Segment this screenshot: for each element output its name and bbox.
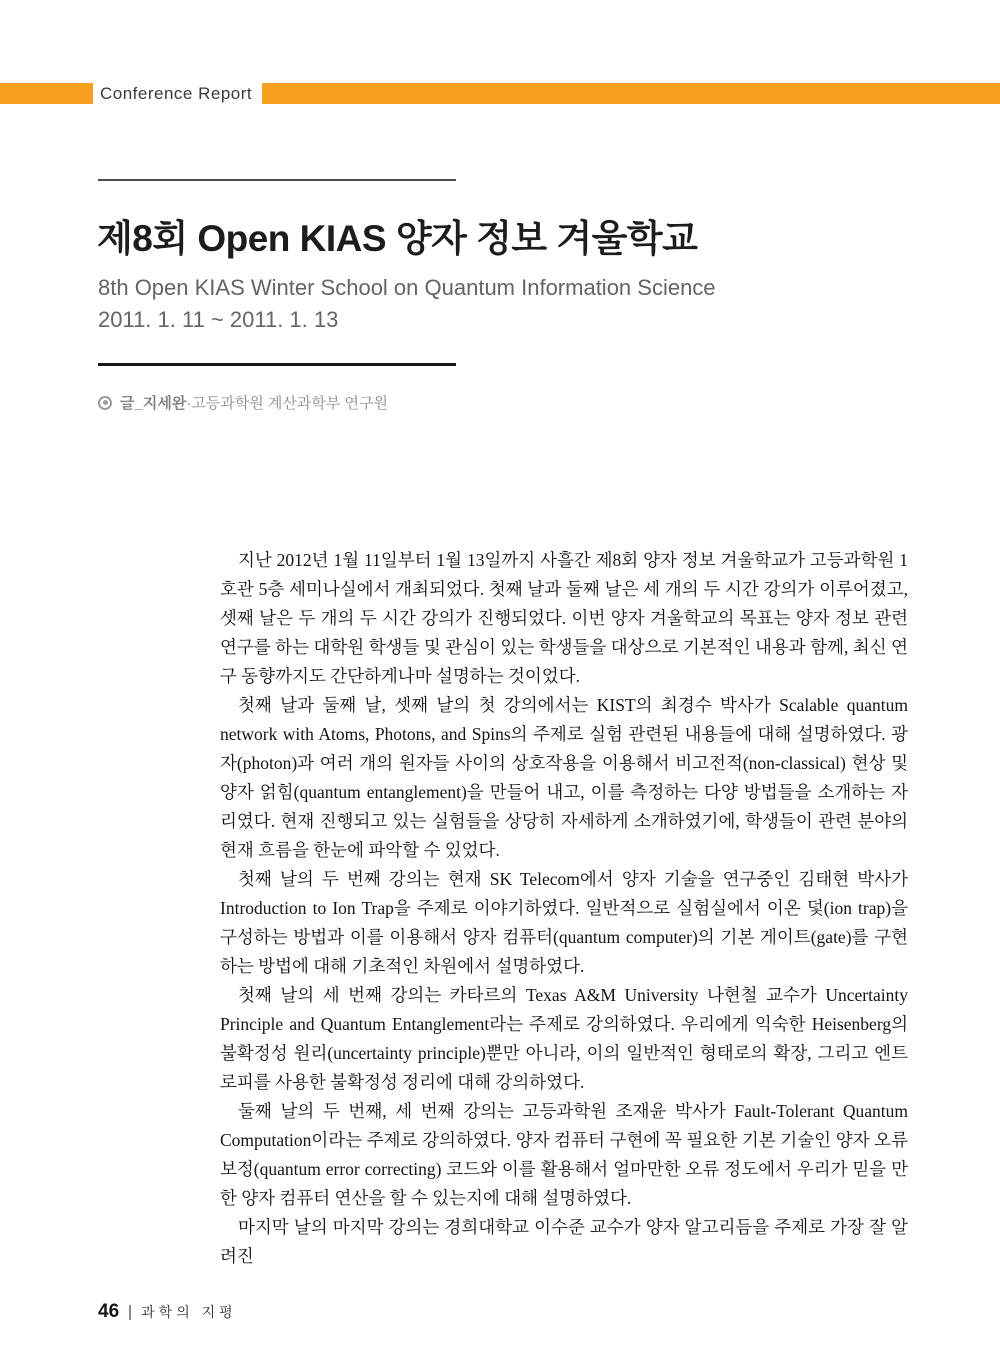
- byline-text: [120, 392, 388, 413]
- byline-author: 글_지세완: [120, 395, 187, 412]
- section-label: Conference Report: [100, 84, 253, 103]
- body-paragraph: 마지막 날의 마지막 강의는 경희대학교 이수준 교수가 양자 알고리듬을 주제로 가장 잘 알려진: [220, 1217, 908, 1266]
- body-paragraph: 첫째 날의 세 번째 강의는 카타르의 Texas A&M University 나현철 교수가 Uncertainty Principle and Quantum Entanglement라는 주제로 강의하였다. 우리에게 익숙한 Heisenberg의 불확정성 원리(uncertainty principle)뿐만 아니라, 이의 일반적인 형태로의 확장, 그리고 엔트로피를 사용한 불확정성 정리에 대해 강의하였다.: [220, 985, 908, 1092]
- article-subtitle-english: 8th Open KIAS Winter School on Quantum Information Science: [98, 275, 716, 300]
- body-paragraph: 첫째 날과 둘째 날, 셋째 날의 첫 강의에서는 KIST의 최경수 박사가 Scalable quantum network with Atoms, Photons, and Spins의 주제로 실험 관련된 내용들에 대해 설명하였다. 광자(photon)과 여러 개의 원자들 사이의 상호작용을 이용해서 비고전적(non-classical) 현상 및 양자 얽힘(quantum entanglement)을 만들어 내고, 이를 측정하는 다양 방법들을 소개하는 자리였다. 현재 진행되고 있는 실험들을 상당히 자세하게 소개하였기에, 학생들이 관련 분야의 현재 흐름을 한눈에 파악할 수 있었다.: [220, 695, 908, 860]
- title-rule-top: [98, 179, 456, 181]
- byline-affiliation: 고등과학원 계산과학부 연구원: [191, 395, 389, 412]
- byline-bullet-icon: [98, 396, 112, 410]
- header-accent-bar-right: [262, 83, 1000, 104]
- body-paragraph: 첫째 날의 두 번째 강의는 현재 SK Telecom에서 양자 기술을 연구중인 김태현 박사가 Introduction to Ion Trap을 주제로 이야기하였다. 일반적으로 실험실에서 이온 덫(ion trap)을 구성하는 방법과 이를 이용해서 양자 컴퓨터(quantum computer)의 기본 게이트(gate)를 구현하는 방법에 대해 기초적인 차원에서 설명하였다.: [220, 869, 908, 976]
- header-accent-bar-left: [0, 83, 93, 104]
- body-paragraph: 지난 2012년 1월 11일부터 1월 13일까지 사흘간 제8회 양자 정보 겨울학교가 고등과학원 1호관 5층 세미나실에서 개최되었다. 첫째 날과 둘째 날은 세 개의 두 시간 강의가 이루어졌고, 셋째 날은 두 개의 두 시간 강의가 진행되었다. 이번 양자 겨울학교의 목표는 양자 정보 관련 연구를 하는 대학원 학생들 및 관심이 있는 학생들을 대상으로 기본적인 내용과 함께, 최신 연구 동향까지도 간단하게나마 설명하는 것이었다.: [220, 550, 908, 686]
- title-rule-bottom: [98, 363, 456, 366]
- body-paragraph: 둘째 날의 두 번째, 세 번째 강의는 고등과학원 조재윤 박사가 Fault-Tolerant Quantum Computation이라는 주제로 강의하였다. 양자 컴퓨터 구현에 꼭 필요한 기본 기술인 양자 오류 보정(quantum error correcting) 코드와 이를 활용해서 얼마만한 오류 정도에서 우리가 믿을 만한 양자 컴퓨터 연산을 할 수 있는지에 대해 설명하였다.: [220, 1101, 908, 1208]
- byline-separator: ·: [186, 395, 192, 412]
- page-footer: [98, 1301, 237, 1323]
- article-body: [220, 546, 908, 1271]
- header-band: [0, 83, 1000, 104]
- page-number: 46: [98, 1301, 120, 1322]
- footer-divider: [129, 1305, 131, 1320]
- byline: [98, 392, 388, 413]
- article-title: 제8회 Open KIAS 양자 정보 겨울학교: [97, 218, 698, 259]
- journal-title: 과학의 지평: [141, 1304, 237, 1320]
- event-dates: 2011. 1. 11 ~ 2011. 1. 13: [98, 307, 339, 332]
